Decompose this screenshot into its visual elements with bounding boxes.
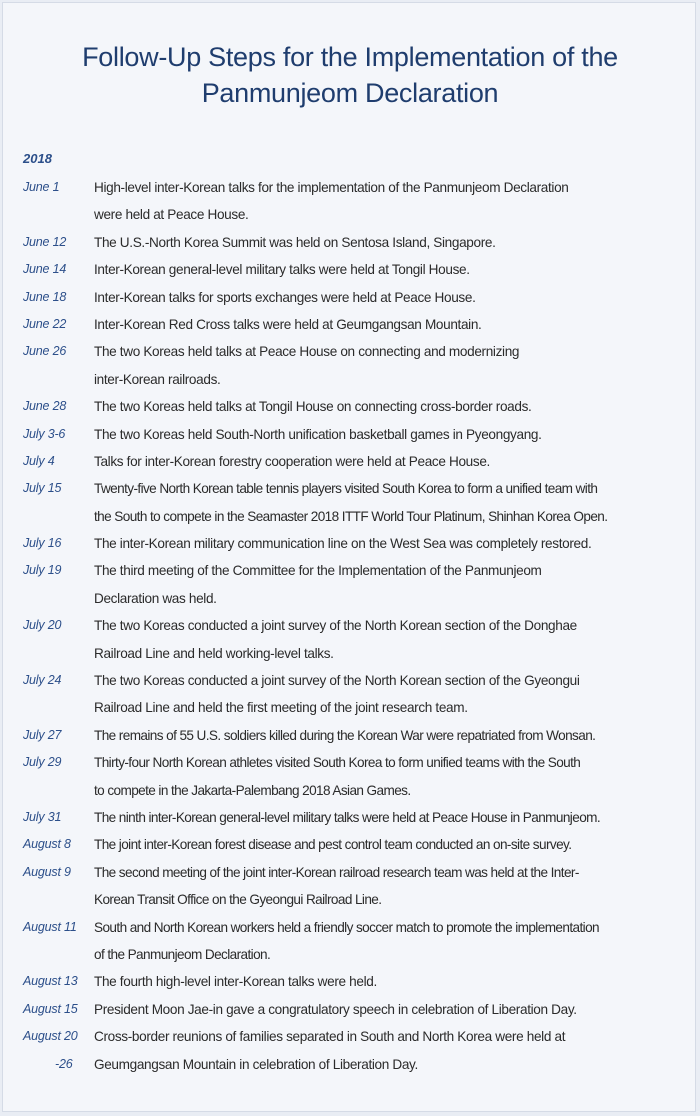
timeline-entry [3,311,697,338]
timeline-entry [3,256,697,283]
timeline-entry-line [3,256,697,283]
timeline-entry [3,612,697,667]
entry-date: July 16 [23,536,62,551]
timeline-entry-line [3,229,697,256]
timeline-entry-line [3,284,697,311]
timeline-entry-line [3,530,697,557]
timeline-entry [3,475,697,530]
entry-date: August 11 [23,919,77,934]
timeline-entry-line [3,694,697,721]
timeline-entry [3,229,697,256]
entry-date: June 1 [23,180,60,194]
timeline-entry-line [3,667,697,694]
entry-date: August 15 [23,1001,78,1016]
entry-date: July 27 [23,727,62,742]
entry-text: of the Panmunjeom Declaration. [94,946,271,962]
entry-date: July 20 [23,618,62,633]
timeline-entry-line [3,996,697,1023]
entry-text: High-level inter-Korean talks for the implementation of the Panmunjeom Declaration [94,180,569,195]
page-title [3,39,697,111]
entry-text: The joint inter-Korean forest disease and pest control team conducted an on-site survey. [94,837,572,853]
timeline-entry-line [3,777,697,804]
timeline-entry [3,804,697,831]
entry-text: to compete in the Jakarta-Palembang 2018 Asian Games. [94,782,411,798]
entry-text: The two Koreas held talks at Tongil House on connecting cross-border roads. [94,399,532,415]
entry-date: July 29 [23,755,62,770]
timeline-entry-line [3,557,697,584]
timeline-entry [3,722,697,749]
timeline-entry [3,557,697,612]
year-label: 2018 [23,151,52,166]
timeline-entry-line [3,1023,697,1050]
title-line-2: Panmunjeom Declaration [201,78,499,108]
entry-text: Railroad Line and held working-level talks. [94,645,334,661]
timeline-entry-line [3,749,697,776]
entry-date-continuation: -26 [55,1056,73,1071]
entry-date: July 31 [23,809,62,824]
timeline-entry [3,831,697,858]
timeline-entry [3,393,697,420]
timeline-entry [3,448,697,475]
entry-date: July 15 [23,481,62,496]
timeline-entry-line [3,804,697,831]
entry-text: The two Koreas held South-North unification basketball games in Pyeongyang. [94,426,542,442]
entry-date: June 14 [23,262,67,277]
timeline-entry [3,749,697,804]
entry-date: August 8 [23,837,71,852]
entry-date: July 3-6 [23,426,66,441]
entry-text: The two Koreas conducted a joint survey of the North Korean section of the Donghae [94,618,577,634]
title-line-1: Follow-Up Steps for the Implementation of the [82,42,618,72]
timeline-entry-line [3,311,697,338]
entry-text: The fourth high-level inter-Korean talks were held. [94,974,377,990]
entry-text: The ninth inter-Korean general-level military talks were held at Peace House in Panmunjeom. [94,809,601,825]
timeline-entry-line [3,421,697,448]
document-page [2,2,696,1112]
timeline-entry-line [3,585,697,612]
timeline-entry-line [3,338,697,365]
entry-date: July 19 [23,563,62,578]
timeline-entry [3,859,697,914]
entry-text: were held at Peace House. [94,207,249,223]
entry-text: Declaration was held. [94,590,217,606]
entry-date: August 13 [23,974,78,989]
entry-text: President Moon Jae-in gave a congratulatory speech in celebration of Liberation Day. [94,1001,577,1017]
timeline-entry [3,667,697,722]
timeline-entry [3,174,697,229]
timeline-entry-line [3,859,697,886]
entry-text: Inter-Korean talks for sports exchanges were held at Peace House. [94,289,476,305]
timeline-entry-line [3,393,697,420]
timeline-entry [3,284,697,311]
entry-text: The third meeting of the Committee for the Implementation of the Panmunjeom [94,563,542,579]
entry-date: June 28 [23,399,67,414]
entry-date: August 9 [23,864,71,879]
entry-text: South and North Korean workers held a friendly soccer match to promote the implementation [94,919,599,935]
timeline-entry-line [3,201,697,228]
timeline-entry-line [3,640,697,667]
entry-text: Talks for inter-Korean forestry cooperation were held at Peace House. [94,453,490,469]
entry-date: June 26 [23,344,67,359]
entry-date: July 24 [23,673,62,688]
timeline-list [3,174,697,1078]
timeline-entry [3,914,697,969]
entry-text: inter-Korean railroads. [94,371,221,387]
timeline-entry [3,1023,697,1078]
timeline-entry-line [3,831,697,858]
entry-text: The U.S.-North Korea Summit was held on Sentosa Island, Singapore. [94,234,496,250]
entry-text: Korean Transit Office on the Gyeongui Railroad Line. [94,892,382,908]
timeline-entry-line [3,448,697,475]
timeline-entry-line [3,886,697,913]
entry-text: The two Koreas conducted a joint survey of the North Korean section of the Gyeongui [94,673,580,689]
entry-date: August 20 [23,1029,78,1044]
timeline-entry-line [3,366,697,393]
timeline-entry-line [3,1051,697,1078]
timeline-entry [3,338,697,393]
timeline-entry-line [3,941,697,968]
entry-text: Thirty-four North Korean athletes visited South Korea to form unified teams with the South [94,755,581,771]
timeline-entry [3,530,697,557]
entry-date: June 12 [23,234,67,249]
entry-text: The second meeting of the joint inter-Korean railroad research team was held at the Inter- [94,864,579,880]
timeline-entry [3,996,697,1023]
entry-date: July 4 [23,453,55,468]
entry-text: The two Koreas held talks at Peace House on connecting and modernizing [94,344,520,360]
entry-text: Railroad Line and held the first meeting of the joint research team. [94,700,468,716]
entry-date: June 22 [23,316,67,331]
timeline-entry-line [3,722,697,749]
timeline-entry-line [3,503,697,530]
entry-text: Twenty-five North Korean table tennis players visited South Korea to form a unified team with [94,481,598,497]
timeline-entry-line [3,612,697,639]
entry-text: Inter-Korean general-level military talks were held at Tongil House. [94,262,470,278]
entry-text: The remains of 55 U.S. soldiers killed during the Korean War were repatriated from Wonsan. [94,727,596,743]
timeline-entry-line [3,968,697,995]
timeline-entry [3,968,697,995]
timeline-entry-line [3,914,697,941]
entry-text: Geumgangsan Mountain in celebration of Liberation Day. [94,1056,418,1072]
entry-text: the South to compete in the Seamaster 2018 ITTF World Tour Platinum, Shinhan Korea Open. [94,508,608,524]
timeline-entry [3,421,697,448]
entry-text: The inter-Korean military communication line on the West Sea was completely restored. [94,536,592,552]
entry-date: June 18 [23,289,67,304]
entry-text: Cross-border reunions of families separated in South and North Korea were held at [94,1029,566,1045]
timeline-entry-line [3,174,697,201]
entry-text: Inter-Korean Red Cross talks were held at Geumgangsan Mountain. [94,316,482,332]
timeline-entry-line [3,475,697,502]
